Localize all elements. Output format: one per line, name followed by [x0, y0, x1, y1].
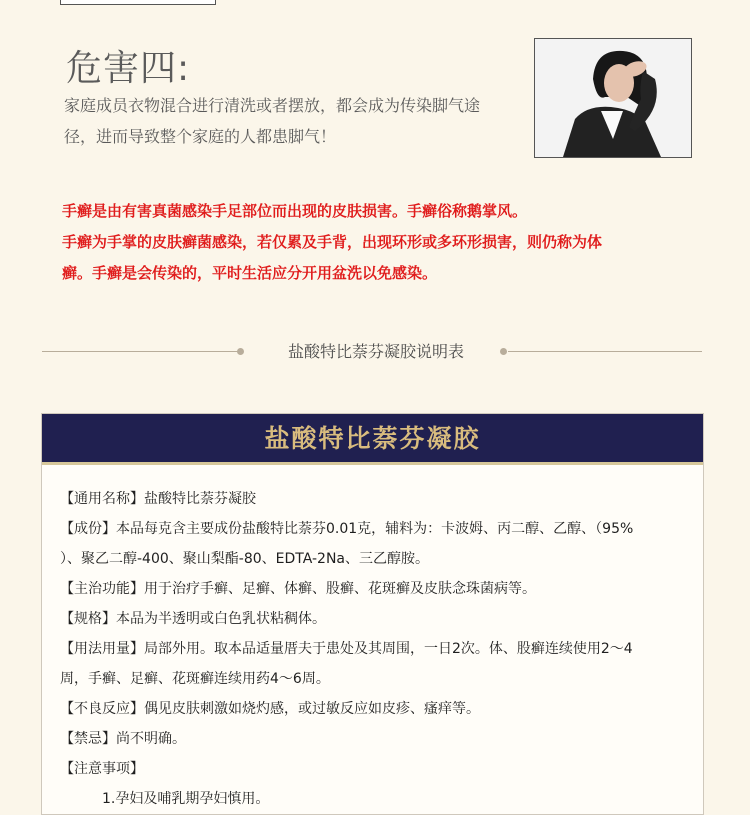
hazard-line: 径，进而导致整个家庭的人都患脚气！ — [64, 127, 337, 146]
red-line: 手癣是由有害真菌感染手足部位而出现的皮肤损害。手癣俗称鹅掌风。 — [62, 202, 528, 220]
section-divider-right — [508, 351, 702, 352]
info-dosage-cont: 周，手癣、足癣、花斑癣连续用药4～6周。 — [60, 671, 330, 687]
section-divider-dot-left — [237, 348, 244, 355]
hazard-description — [64, 90, 534, 152]
hand-tinea-note — [62, 196, 712, 289]
panel-header — [42, 414, 703, 465]
top-image-frame — [60, 0, 216, 5]
info-ingredients: 【成份】本品每克含主要成份盐酸特比萘芬0.01克，辅料为：卡波姆、丙二醇、乙醇、（95% — [60, 521, 634, 537]
info-adverse-reactions: 【不良反应】偶见皮肤刺激如烧灼感，或过敏反应如皮疹、瘙痒等。 — [60, 701, 480, 717]
info-contraindications: 【禁忌】尚不明确。 — [60, 731, 186, 747]
product-info-panel — [41, 413, 704, 815]
info-precautions: 【注意事项】 — [60, 761, 144, 777]
product-info-list — [60, 484, 696, 814]
section-title: 盐酸特比萘芬凝胶说明表 — [287, 342, 464, 361]
section-divider-dot-right — [500, 348, 507, 355]
info-generic-name: 【通用名称】盐酸特比萘芬凝胶 — [60, 491, 256, 507]
hazard-line: 家庭成员衣物混合进行清洗或者摆放，都会成为传染脚气途 — [64, 96, 481, 115]
info-specification: 【规格】本品为半透明或白色乳状粘稠体。 — [60, 611, 326, 627]
section-divider-left — [42, 351, 242, 352]
info-dosage: 【用法用量】局部外用。取本品适量厝夫于患处及其周围，一日2次。体、股癣连续使用2～4 — [60, 641, 633, 657]
hazard-heading: 危害四: — [66, 48, 191, 89]
info-precaution-item: 1.孕妇及哺乳期孕妇慎用。 — [102, 791, 270, 807]
info-indications: 【主治功能】用于治疗手癣、足癣、体癣、股癣、花斑癣及皮肤念珠菌病等。 — [60, 581, 536, 597]
woman-headache-photo-icon — [534, 38, 692, 158]
panel-title: 盐酸特比萘芬凝胶 — [264, 424, 481, 453]
red-line: 癣。手癣是会传染的，平时生活应分开用盆洗以免感染。 — [62, 264, 438, 282]
info-ingredients-cont: ）、聚乙二醇-400、聚山梨酯-80、EDTA-2Na、三乙醇胺。 — [60, 551, 430, 567]
red-line: 手癣为手掌的皮肤癣菌感染，若仅累及手背，出现环形或多环形损害，则仍称为体 — [62, 233, 603, 251]
